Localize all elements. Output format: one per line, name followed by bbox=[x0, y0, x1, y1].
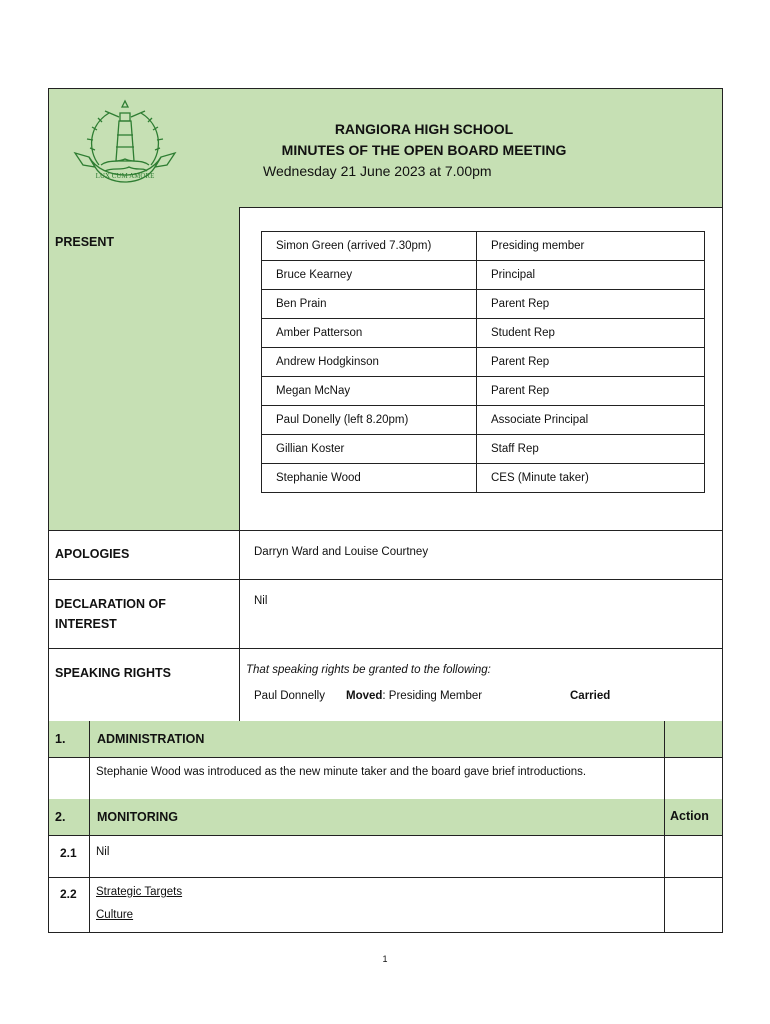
culture-link[interactable]: Culture bbox=[96, 909, 134, 921]
member-role: Parent Rep bbox=[477, 377, 705, 406]
section1-title-cell bbox=[89, 721, 665, 758]
section2-number-cell bbox=[48, 799, 90, 836]
item-2-2-action-cell bbox=[664, 877, 723, 933]
section1-action-cell bbox=[664, 721, 723, 758]
present-member-row bbox=[262, 377, 705, 406]
speaking-person: Paul Donnelly bbox=[254, 690, 325, 702]
member-name: Simon Green (arrived 7.30pm) bbox=[262, 232, 477, 261]
present-member-row bbox=[262, 290, 705, 319]
member-role: Parent Rep bbox=[477, 348, 705, 377]
section2-title-cell bbox=[89, 799, 665, 836]
apologies-label: APOLOGIES bbox=[55, 547, 130, 561]
speaking-result: Carried bbox=[570, 690, 611, 702]
present-label: PRESENT bbox=[55, 235, 115, 249]
member-name: Amber Patterson bbox=[262, 319, 477, 348]
action-column-header: Action bbox=[670, 809, 709, 823]
declaration-label-line2: INTEREST bbox=[55, 617, 117, 631]
present-member-row bbox=[262, 435, 705, 464]
member-role: Principal bbox=[477, 261, 705, 290]
member-name: Ben Prain bbox=[262, 290, 477, 319]
member-name: Andrew Hodgkinson bbox=[262, 348, 477, 377]
speaking-content-cell bbox=[239, 648, 723, 722]
section1-body-cell bbox=[89, 757, 665, 800]
speaking-intro: That speaking rights be granted to the following: bbox=[246, 664, 491, 676]
apologies-content-cell bbox=[239, 530, 723, 580]
declaration-label-line1: DECLARATION OF bbox=[55, 597, 166, 611]
item-2-2-body-cell bbox=[89, 877, 665, 933]
present-member-row bbox=[262, 261, 705, 290]
member-name: Megan McNay bbox=[262, 377, 477, 406]
item-2-1-number-cell bbox=[48, 835, 90, 878]
apologies-label-cell bbox=[48, 530, 240, 580]
page-number: 1 bbox=[382, 954, 388, 964]
strategic-targets-link[interactable]: Strategic Targets bbox=[96, 886, 183, 898]
present-member-row bbox=[262, 348, 705, 377]
declaration-label-cell bbox=[48, 579, 240, 649]
member-name: Bruce Kearney bbox=[262, 261, 477, 290]
member-name: Gillian Koster bbox=[262, 435, 477, 464]
member-role: Presiding member bbox=[477, 232, 705, 261]
present-member-row bbox=[262, 406, 705, 435]
member-name: Paul Donelly (left 8.20pm) bbox=[262, 406, 477, 435]
svg-text:LUX CUM AMORE: LUX CUM AMORE bbox=[95, 172, 155, 180]
moved-label: Moved bbox=[346, 690, 383, 702]
item-2-1-number: 2.1 bbox=[60, 846, 77, 860]
item-2-1-body-cell bbox=[89, 835, 665, 878]
section1-title: ADMINISTRATION bbox=[97, 732, 205, 746]
school-crest-logo bbox=[69, 95, 181, 197]
section1-number-cell bbox=[48, 721, 90, 758]
section1-number: 1. bbox=[55, 732, 66, 746]
member-role: CES (Minute taker) bbox=[477, 464, 705, 493]
meeting-date: Wednesday 21 June 2023 at 7.00pm bbox=[263, 163, 492, 179]
speaking-label: SPEAKING RIGHTS bbox=[55, 666, 171, 680]
meeting-title: MINUTES OF THE OPEN BOARD MEETING bbox=[281, 142, 567, 158]
section2-action-cell bbox=[664, 799, 723, 836]
item-2-1-action-cell bbox=[664, 835, 723, 878]
speaking-moved bbox=[346, 690, 482, 702]
present-member-row bbox=[262, 232, 705, 261]
present-members-table bbox=[261, 231, 705, 493]
member-role: Associate Principal bbox=[477, 406, 705, 435]
member-role: Parent Rep bbox=[477, 290, 705, 319]
header-panel bbox=[48, 88, 723, 208]
present-member-row bbox=[262, 464, 705, 493]
item-2-2-number: 2.2 bbox=[60, 887, 77, 901]
school-name: RANGIORA HIGH SCHOOL bbox=[334, 121, 514, 137]
present-label-cell bbox=[48, 207, 240, 531]
moved-value: : Presiding Member bbox=[382, 690, 483, 702]
section1-body-number-cell bbox=[48, 757, 90, 800]
section1-body: Stephanie Wood was introduced as the new minute taker and the board gave brief introductions. bbox=[96, 766, 587, 778]
member-name: Stephanie Wood bbox=[262, 464, 477, 493]
item-2-2-number-cell bbox=[48, 877, 90, 933]
member-role: Staff Rep bbox=[477, 435, 705, 464]
present-member-row bbox=[262, 319, 705, 348]
item-2-1-text: Nil bbox=[96, 846, 110, 858]
apologies-value: Darryn Ward and Louise Courtney bbox=[254, 546, 429, 558]
declaration-value: Nil bbox=[254, 595, 268, 607]
declaration-content-cell bbox=[239, 579, 723, 649]
section1-body-action-cell bbox=[664, 757, 723, 800]
speaking-label-cell bbox=[48, 648, 240, 722]
section2-number: 2. bbox=[55, 810, 66, 824]
section2-title: MONITORING bbox=[97, 810, 179, 824]
member-role: Student Rep bbox=[477, 319, 705, 348]
